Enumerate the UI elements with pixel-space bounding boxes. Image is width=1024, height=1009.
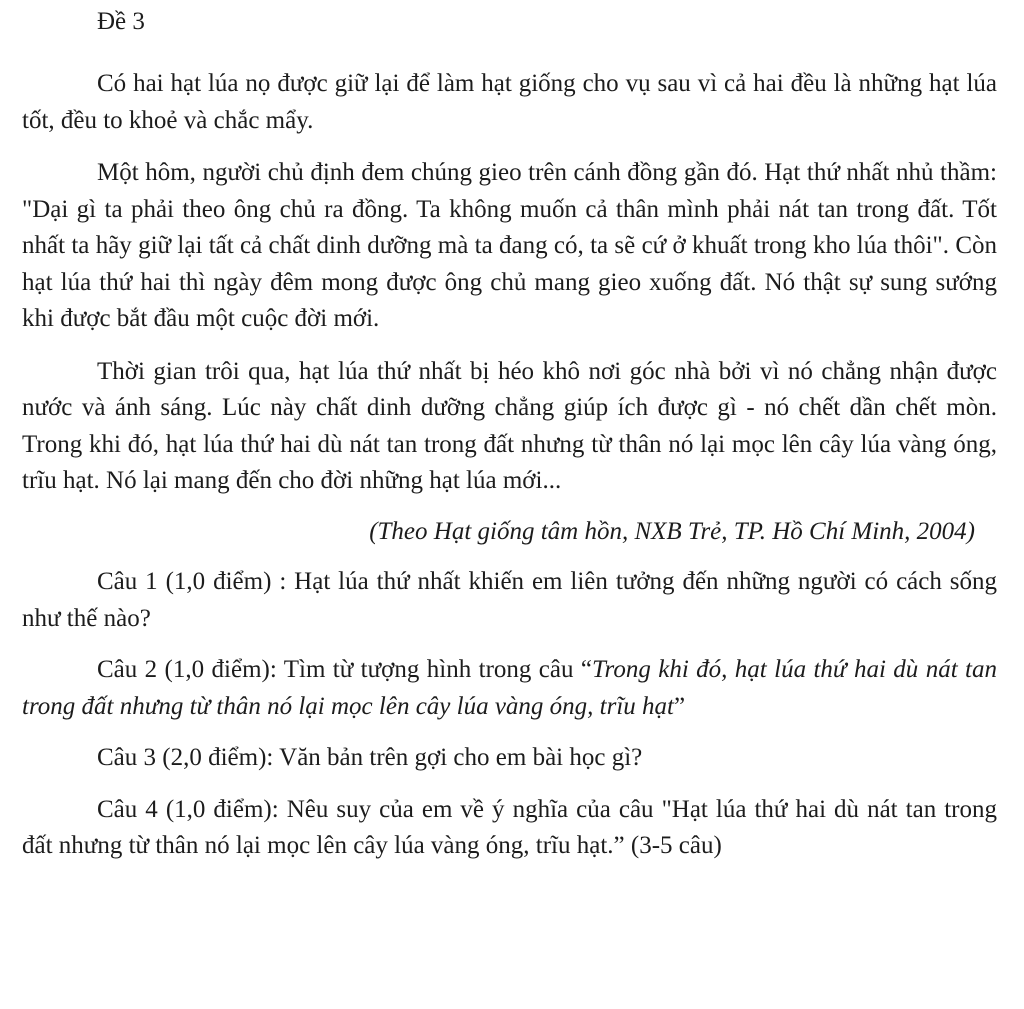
question-2 <box>22 652 997 725</box>
question-2-prefix: Câu 2 (1,0 điểm): Tìm từ tượng hình trong câu “ <box>97 656 592 683</box>
exam-heading: Đề 3 <box>97 8 145 35</box>
question-1: Câu 1 (1,0 điểm) : Hạt lúa thứ nhất khiến em liên tưởng đến những người có cách sống như thế nào? <box>22 568 997 632</box>
story-paragraph-2: Một hôm, người chủ định đem chúng gieo trên cánh đồng gần đó. Hạt thứ nhất nhủ thầm: "Dại gì ta phải theo ông chủ ra đồng. Ta không muốn cả thân mình phải nát tan trong đất. Tốt nhất ta hãy giữ lại tất cả chất dinh dưỡng mà ta đang có, ta sẽ cứ ở khuất trong kho lúa thôi". Còn hạt lúa thứ hai thì ngày đêm mong được ông chủ mang gieo xuống đất. Nó thật sự sung sướng khi được bắt đầu một cuộc đời mới. <box>22 159 997 332</box>
question-2-quote: Trong khi đó, hạt lúa thứ hai dù nát tan trong đất nhưng từ thân nó lại mọc lên cây lúa vàng óng, trĩu hạt <box>22 656 997 720</box>
question-2-suffix: ” <box>674 692 686 720</box>
story-paragraph-3: Thời gian trôi qua, hạt lúa thứ nhất bị héo khô nơi góc nhà bởi vì nó chẳng nhận được nước và ánh sáng. Lúc này chất dinh dưỡng chẳng giúp ích được gì - nó chết dần chết mòn. Trong khi đó, hạt lúa thứ hai dù nát tan trong đất nhưng từ thân nó lại mọc lên cây lúa vàng óng, trĩu hạt. Nó lại mang đến cho đời những hạt lúa mới... <box>22 357 997 494</box>
question-4: Câu 4 (1,0 điểm): Nêu suy của em về ý nghĩa của câu "Hạt lúa thứ hai dù nát tan trong đất nhưng từ thân nó lại mọc lên cây lúa vàng óng, trĩu hạt.” (3-5 câu) <box>22 795 997 859</box>
document-page <box>22 4 997 865</box>
question-3: Câu 3 (2,0 điểm): Văn bản trên gợi cho em bài học gì? <box>97 744 643 771</box>
source-citation: (Theo Hạt giống tâm hồn, NXB Trẻ, TP. Hồ Chí Minh, 2004) <box>369 517 975 545</box>
story-paragraph-1: Có hai hạt lúa nọ được giữ lại để làm hạt giống cho vụ sau vì cả hai đều là những hạt lúa tốt, đều to khoẻ và chắc mẩy. <box>22 70 997 134</box>
